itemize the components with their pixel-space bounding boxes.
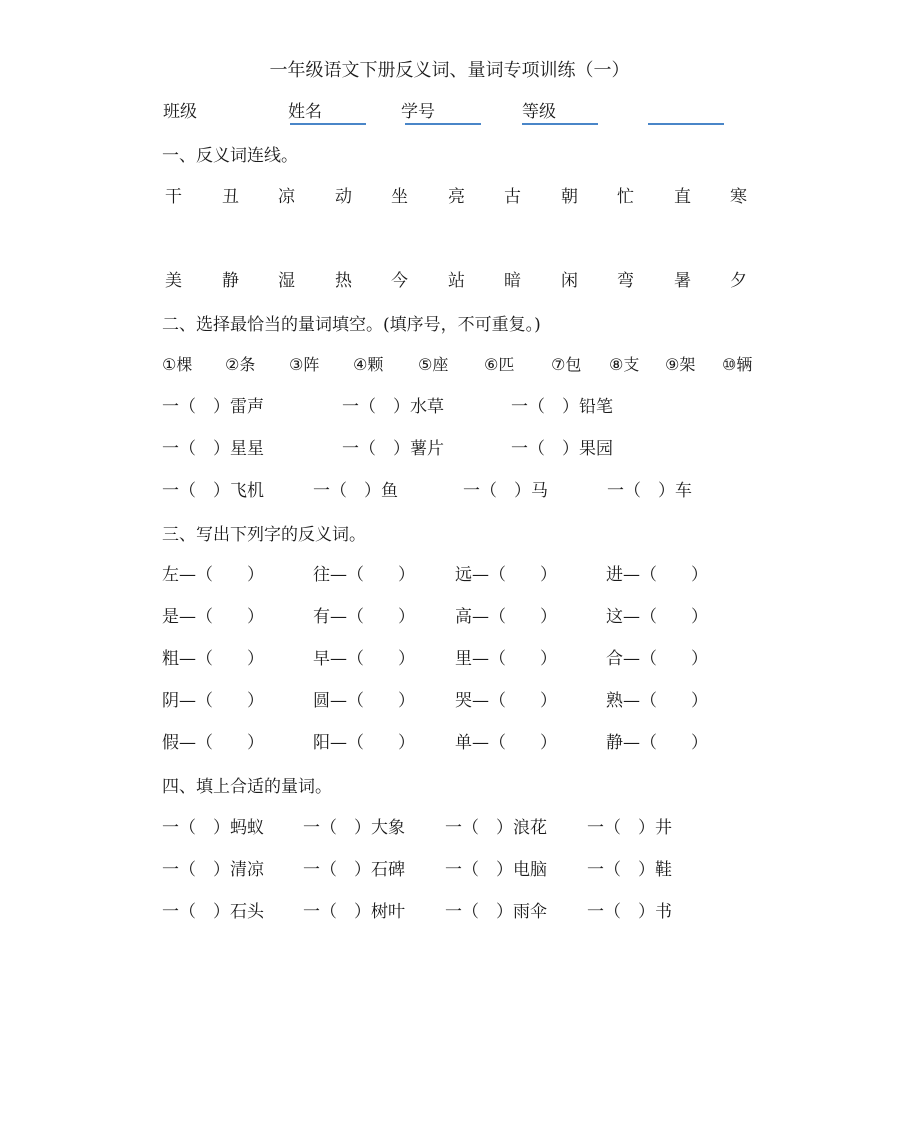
fill-measure-word-item: 一（ ）鞋 [587, 860, 672, 880]
antonym-write-item: 圆—（ ） [313, 691, 415, 711]
antonym-char-bottom: 今 [391, 271, 408, 291]
measure-word-item: 一（ ）飞机 [162, 481, 264, 501]
antonym-char-bottom: 静 [222, 271, 239, 291]
antonym-char-bottom: 闲 [561, 271, 578, 291]
antonym-char-top: 亮 [448, 187, 465, 207]
antonym-char-bottom: 弯 [617, 271, 634, 291]
antonym-char-bottom: 热 [335, 271, 352, 291]
name-field[interactable] [290, 123, 366, 125]
measure-word-option: ①棵 [162, 355, 193, 374]
fill-measure-word-item: 一（ ）雨伞 [445, 902, 547, 922]
antonym-write-item: 有—（ ） [313, 607, 415, 627]
fill-measure-word-item: 一（ ）电脑 [445, 860, 547, 880]
measure-word-item: 一（ ）铅笔 [511, 397, 613, 417]
measure-word-item: 一（ ）果园 [511, 439, 613, 459]
antonym-write-item: 阳—（ ） [313, 733, 415, 753]
antonym-char-bottom: 美 [165, 271, 182, 291]
measure-word-item: 一（ ）水草 [342, 397, 444, 417]
measure-word-item: 一（ ）薯片 [342, 439, 444, 459]
antonym-write-item: 阴—（ ） [162, 691, 264, 711]
measure-word-option: ③阵 [289, 355, 320, 374]
antonym-write-item: 早—（ ） [313, 649, 415, 669]
measure-word-item: 一（ ）鱼 [313, 481, 398, 501]
antonym-char-top: 古 [504, 187, 521, 207]
measure-word-option: ⑦包 [551, 355, 582, 374]
fill-measure-word-item: 一（ ）石头 [162, 902, 264, 922]
measure-word-item: 一（ ）马 [463, 481, 548, 501]
measure-word-item: 一（ ）雷声 [162, 397, 264, 417]
worksheet-title: 一年级语文下册反义词、量词专项训练（一） [269, 60, 630, 81]
antonym-char-top: 朝 [561, 187, 578, 207]
antonym-char-top: 丑 [222, 187, 239, 207]
antonym-write-item: 是—（ ） [162, 607, 264, 627]
section4-heading: 四、填上合适的量词。 [162, 777, 332, 797]
fill-measure-word-item: 一（ ）书 [587, 902, 672, 922]
antonym-write-item: 静—（ ） [606, 733, 708, 753]
section2-heading: 二、选择最恰当的量词填空。(填序号，不可重复。) [162, 315, 541, 335]
extra-blank-field[interactable] [648, 123, 724, 125]
antonym-char-top: 寒 [730, 187, 747, 207]
fill-measure-word-item: 一（ ）清凉 [162, 860, 264, 880]
measure-word-option: ④颗 [353, 355, 384, 374]
grade-label: 等级 [522, 102, 556, 122]
fill-measure-word-item: 一（ ）浪花 [445, 818, 547, 838]
measure-word-item: 一（ ）星星 [162, 439, 264, 459]
fill-measure-word-item: 一（ ）蚂蚁 [162, 818, 264, 838]
grade-field[interactable] [522, 123, 598, 125]
antonym-write-item: 单—（ ） [455, 733, 557, 753]
antonym-write-item: 里—（ ） [455, 649, 557, 669]
antonym-write-item: 左—（ ） [162, 565, 264, 585]
antonym-char-bottom: 暑 [674, 271, 691, 291]
class-label: 班级 [163, 102, 197, 122]
measure-word-option: ⑩辆 [722, 355, 753, 374]
student-number-field[interactable] [405, 123, 481, 125]
antonym-write-item: 合—（ ） [606, 649, 708, 669]
measure-word-option: ⑨架 [665, 355, 696, 374]
antonym-char-top: 坐 [391, 187, 408, 207]
measure-word-item: 一（ ）车 [607, 481, 692, 501]
antonym-write-item: 高—（ ） [455, 607, 557, 627]
antonym-write-item: 熟—（ ） [606, 691, 708, 711]
antonym-char-bottom: 站 [448, 271, 465, 291]
measure-word-option: ⑥匹 [484, 355, 515, 374]
antonym-char-top: 动 [335, 187, 352, 207]
antonym-write-item: 粗—（ ） [162, 649, 264, 669]
antonym-write-item: 哭—（ ） [455, 691, 557, 711]
section3-heading: 三、写出下列字的反义词。 [162, 525, 366, 545]
antonym-write-item: 远—（ ） [455, 565, 557, 585]
measure-word-option: ②条 [225, 355, 256, 374]
antonym-write-item: 进—（ ） [606, 565, 708, 585]
antonym-char-top: 忙 [617, 187, 634, 207]
antonym-char-bottom: 湿 [278, 271, 295, 291]
fill-measure-word-item: 一（ ）大象 [303, 818, 405, 838]
antonym-char-top: 干 [165, 187, 182, 207]
antonym-char-bottom: 夕 [730, 271, 747, 291]
antonym-char-top: 凉 [278, 187, 295, 207]
measure-word-option: ⑤座 [418, 355, 449, 374]
student-number-label: 学号 [401, 102, 435, 122]
fill-measure-word-item: 一（ ）井 [587, 818, 672, 838]
fill-measure-word-item: 一（ ）石碑 [303, 860, 405, 880]
fill-measure-word-item: 一（ ）树叶 [303, 902, 405, 922]
antonym-char-top: 直 [674, 187, 691, 207]
antonym-write-item: 假—（ ） [162, 733, 264, 753]
antonym-char-bottom: 暗 [504, 271, 521, 291]
measure-word-option: ⑧支 [609, 355, 640, 374]
antonym-write-item: 往—（ ） [313, 565, 415, 585]
section1-heading: 一、反义词连线。 [162, 146, 298, 166]
antonym-write-item: 这—（ ） [606, 607, 708, 627]
name-label: 姓名 [288, 102, 322, 122]
